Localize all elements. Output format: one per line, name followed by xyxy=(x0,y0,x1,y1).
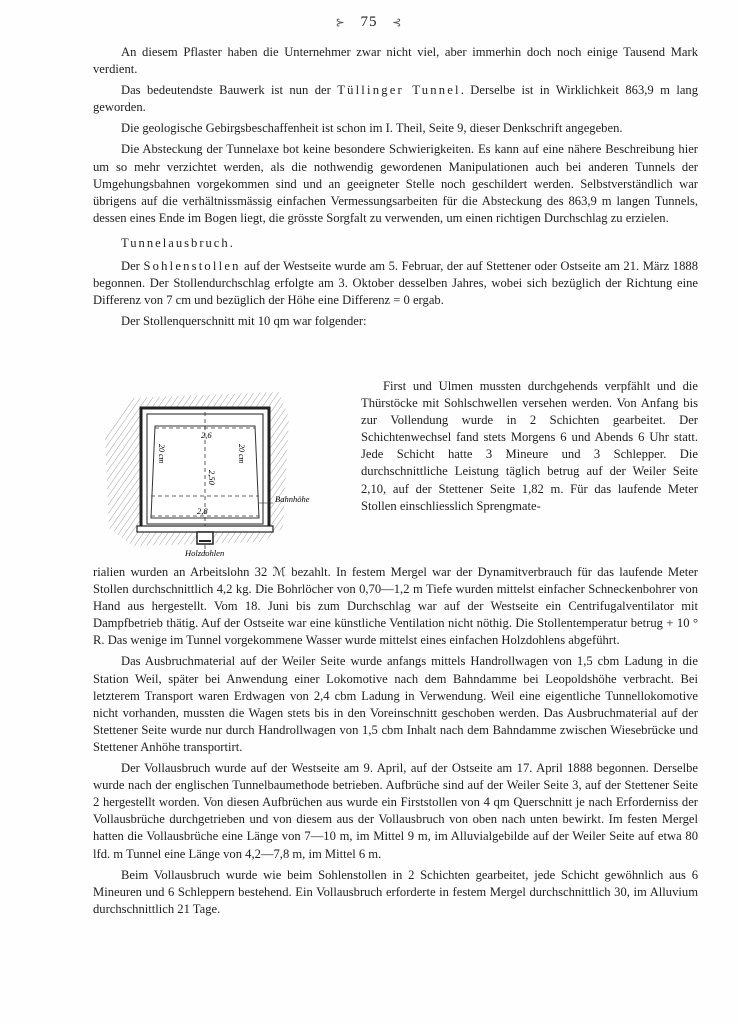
paragraph: An diesem Pflaster haben die Unternehmer zwar nicht viel, aber immerhin doch noch einige Tausend Mark verdient. xyxy=(93,45,698,77)
drain-box xyxy=(197,532,213,544)
text-run: . Derselbe ist in Wirklichkeit 863,9 m lang geworden. xyxy=(93,83,699,115)
paragraph: Die Absteckung der Tunnelaxe bot keine besondere Schwierigkeiten. Es kann auf eine nähere Beschreibung hier um so mehr verzichtet werden, als die nothwendig gewordenen Manipulationen auch bei anderen Tunnels der Umgehungsbahnen vorgekommen sind und an geeigneter Stelle noch geschildert werden. Selbstverständlich war übrigens auf die verhältnissmässig einfachen Vermessungsarbeiten für die Absteckung des 863,9 m langen Tunnels, dessen eines Ende im Bogen liegt, die grösste Sorgfalt zu verwenden, um einen richtigen Durchschlag zu erzielen. xyxy=(93,142,698,225)
label-left-thickness: 20 cm xyxy=(157,444,166,464)
section-heading: Tunnelausbruch. xyxy=(121,235,235,250)
ornament-left-icon: ⊱ xyxy=(335,17,346,29)
text-run: Das bedeutendste Bauwerk ist nun der xyxy=(121,83,331,98)
text-block-bottom xyxy=(93,564,698,918)
label-drain: Holzdohlen xyxy=(185,548,225,558)
page-number: 75 xyxy=(360,14,378,30)
label-height: 2,50 xyxy=(207,470,217,485)
paragraph: Das Ausbruchmaterial auf der Weiler Seite wurde anfangs mittels Handrollwagen von 1,5 cbm Ladung in die Station Weil, später bei Anwendung einer Lokomotive nach dem Bahndamme bei Leopoldshöhe verbracht. Bei letzterem Transport waren Erdwagen von 2,4 cbm Ladung in Verwendung. Weil eine eigentliche Tunnellokomotive nicht vorhanden, mussten die Wagen stets bis in den Voreinschnitt geschoben werden. Das Ausbruchmaterial auf der Stettener Seite wurde nur durch Handrollwagen von 1,5 cbm Inhalt nach dem Bahndamme zwischen Wiesebrücke und Stettener Anhöhe transportirt. xyxy=(93,654,698,754)
paragraph: First und Ulmen mussten durchgehends verpfählt und die Thürstöcke mit Sohlschwellen versehen werden. Von Anfang bis zur Vollendung wurde in 2 Schichten gearbeitet. Der Schichtenwechsel fand stets Morgens 6 und Abends 6 Uhr statt. Jede Schicht hatte 3 Mineure und 3 Schlepper. Die durchschnittliche Leistung täglich betrug auf der Weiler Seite 2,10, auf der Stettener Seite 1,82 m. Für das laufende Meter Stollen einschliesslich Sprengmate- xyxy=(361,379,698,513)
ornament-right-icon: ⊰ xyxy=(392,17,403,29)
text-run: auf der Westseite wurde am 5. Februar, der auf Stettener oder Ostseite am 21. März 1888 begonnen. Der Stollendurchschlag erfolgte am 3. Oktober desselben Jahres, wobei sich bezüglich der Richtung eine Differenz von 7 cm und bezüglich der Höhe eine Differenz = 0 ergab. xyxy=(93,259,698,308)
text-block-with-figure xyxy=(93,378,698,560)
term-sohlenstollen: Sohlenstollen xyxy=(143,259,241,274)
paragraph: Der Vollausbruch wurde auf der Westseite am 9. April, auf der Ostseite am 17. April 1888 begonnen. Derselbe wurde nach der englischen Tunnelbaumethode betrieben. Aufbrüche sind auf der Weiler Seite 3, auf der Stettener Seite 2 hergestellt worden. Von diesen Aufbrüchen aus wurde ein Firststollen von 4 qm Querschnitt je nach Erforderniss der Vollausbrüche durchgetrieben und von diesem aus der Vollausbruch von oben nach unten bewirkt. Im festen Mergel hatten die Vollausbrüche eine Länge von 7—10 m, im Mittel 9 m, im Alluvialgebilde auf der Weiler Seite auf etwa 80 lfd. m Tunnel eine Länge von 4,2—7,8 m, im Mittel 6 m. xyxy=(93,761,698,861)
paragraph: Beim Vollausbruch wurde wie beim Sohlenstollen in 2 Schichten gearbeitet, jede Schicht gewöhnlich aus 6 Mineuren und 6 Schleppern bestehend. Ein Vollausbruch erforderte in festem Mergel durchschnittlich 30, im Alluvium durchschnittlich 21 Tage. xyxy=(93,867,698,916)
paragraph: Die geologische Gebirgsbeschaffenheit ist schon im I. Theil, Seite 9, dieser Denkschrift angegeben. xyxy=(121,121,623,136)
paragraph: rialien wurden an Arbeitslohn 32 ℳ bezahlt. In festem Mergel war der Dynamitverbrauch für das laufende Meter Stollen durchschnittlich 4,2 kg. Die Bohrlöcher von 0,70—1,2 m Tiefe wurden mittelst einfacher Schneckenbohrer von Hand aus hergestellt. Vom 18. Juni bis zum Durchschlag war auf der Westseite ein Centrifugalventilator mit Dampfbetrieb thätig. Auf der Ostseite war eine künstliche Ventilation nicht nöthig. Die Stollentemperatur betrug + 10 ° R. Das wenige im Tunnel vorgekommene Wasser wurde mittelst eines einfachen Holzdohlens abgeführt. xyxy=(93,565,698,648)
paragraph xyxy=(93,258,698,309)
label-top-width: 2,6 xyxy=(201,430,212,440)
paragraph: Der Stollenquerschnitt mit 10 qm war folgender: xyxy=(121,314,367,329)
text-block-top xyxy=(93,44,698,330)
page-number-header xyxy=(0,14,738,31)
label-bottom-width: 2,8 xyxy=(197,506,208,516)
label-right-thickness: 20 cm xyxy=(237,444,246,464)
text-run: Der xyxy=(121,259,140,274)
cross-section-drawing xyxy=(93,378,351,560)
tunnel-name: Tüllinger Tunnel xyxy=(337,83,461,98)
paragraph xyxy=(93,82,698,116)
label-track-level: Bahnhöhe xyxy=(275,494,310,504)
tunnel-cross-section-figure xyxy=(93,378,351,560)
